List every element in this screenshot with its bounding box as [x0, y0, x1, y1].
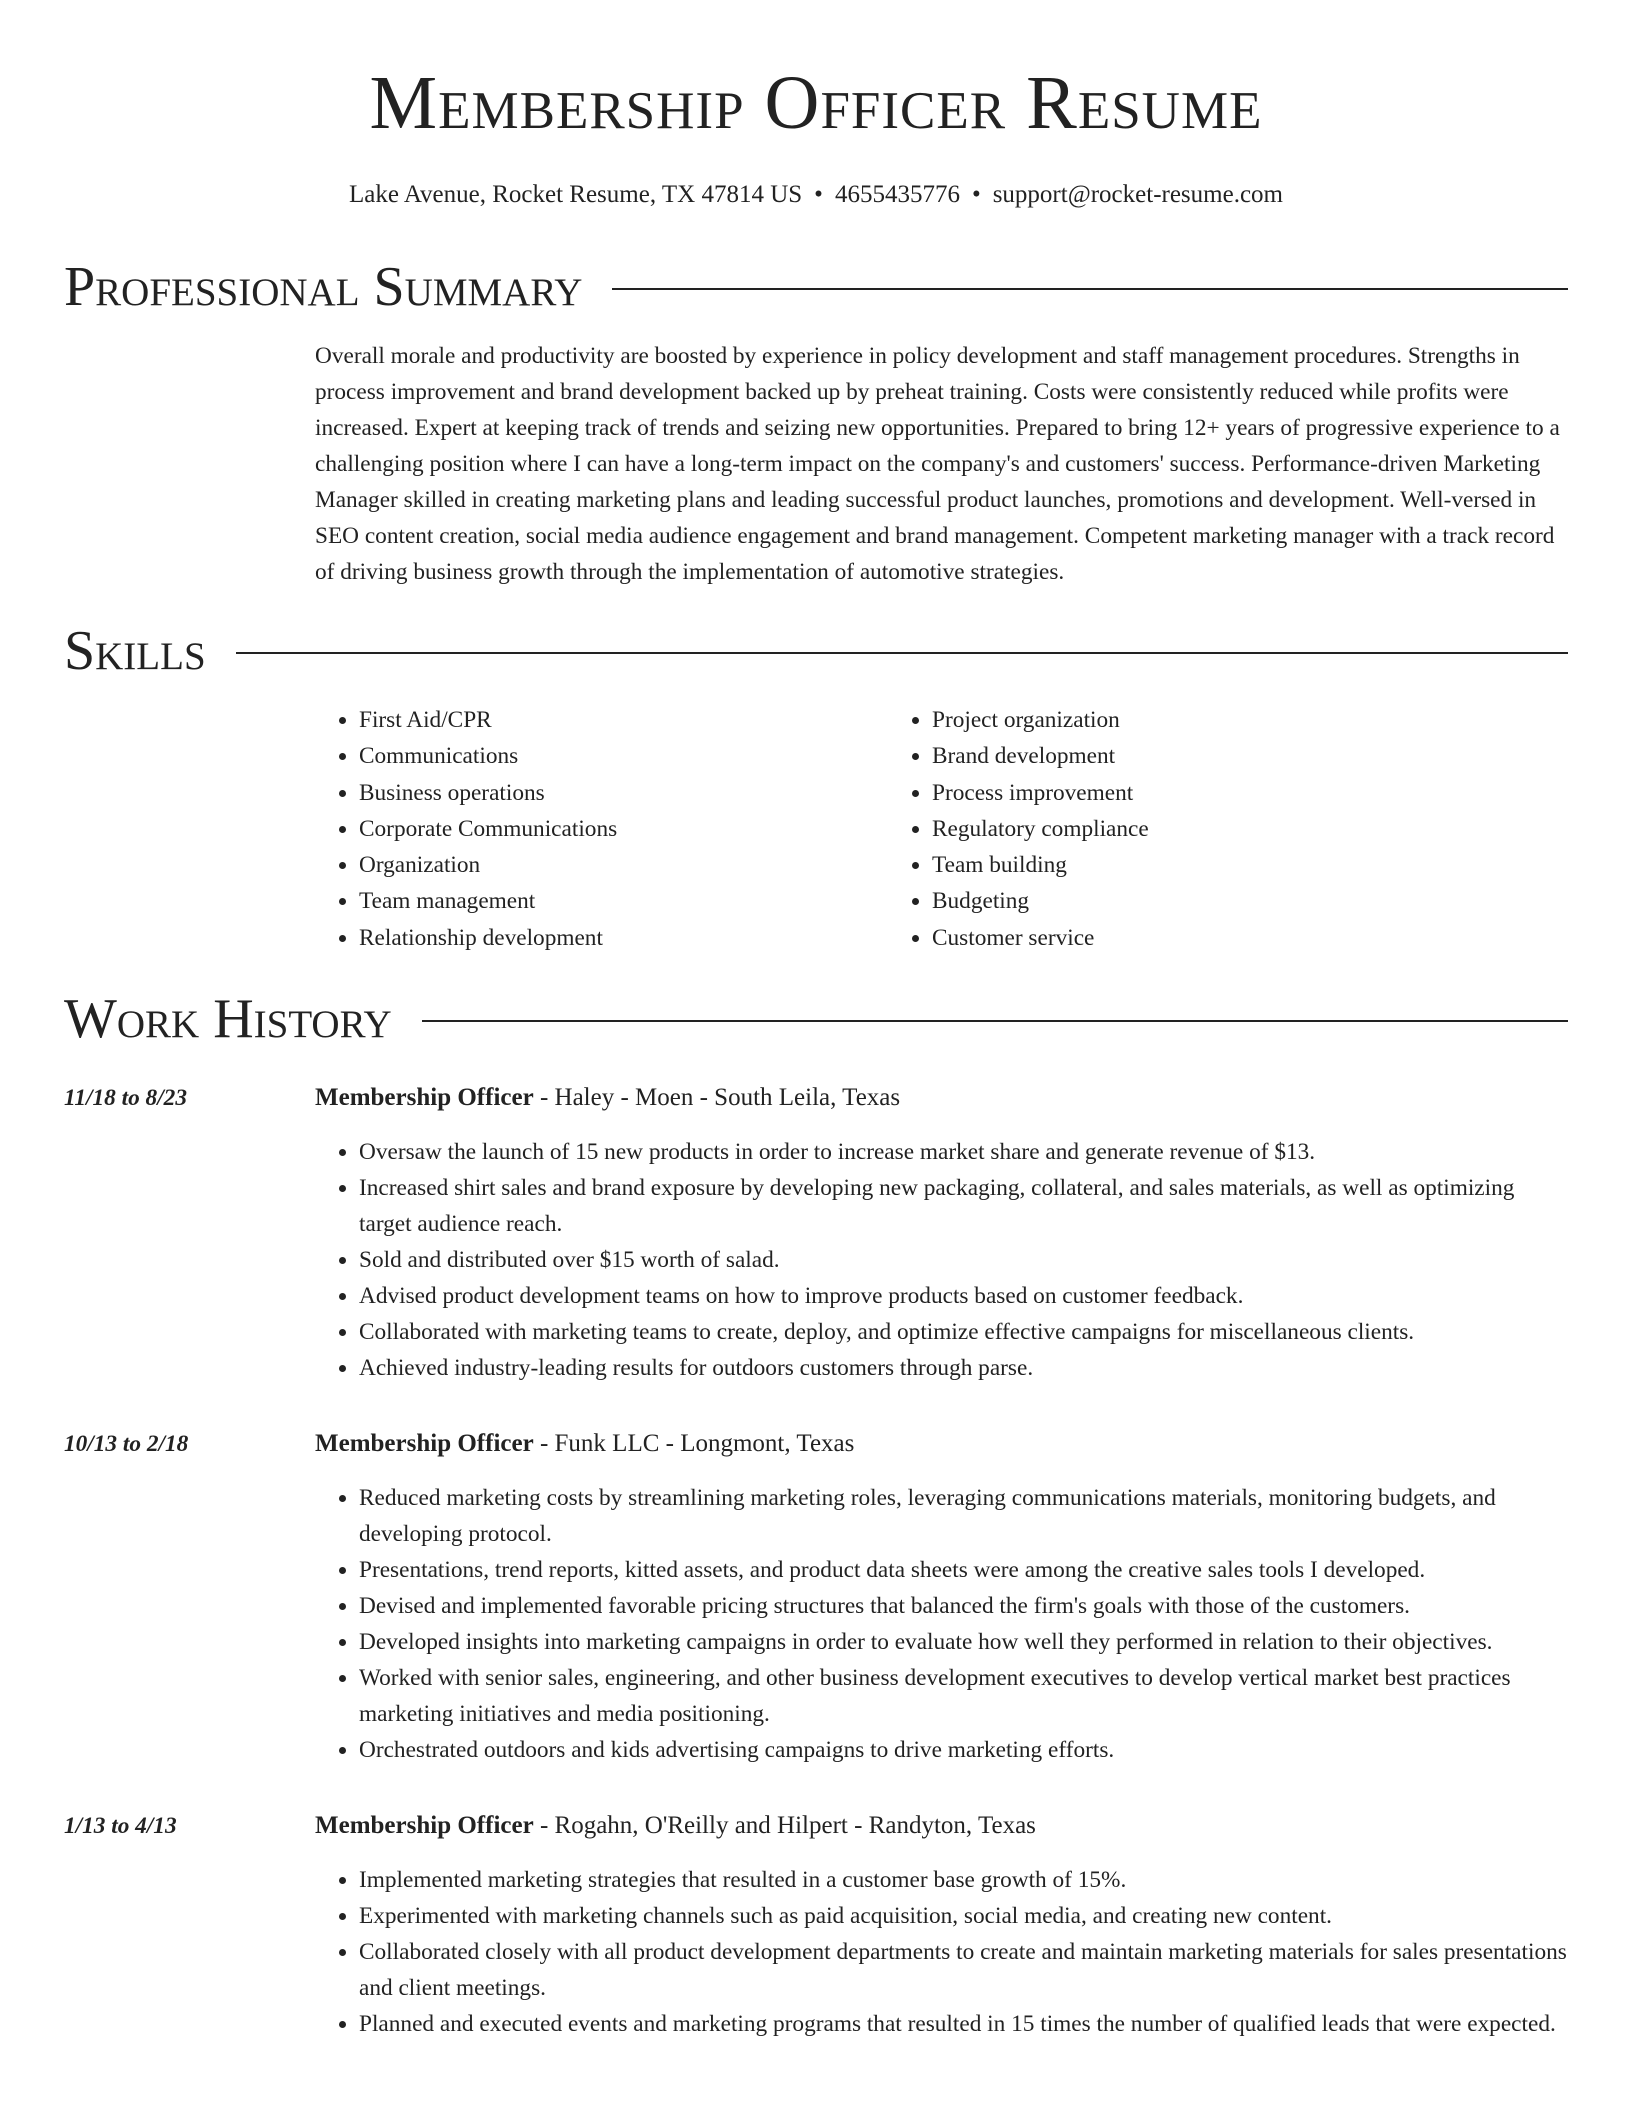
- skills-column-left: [315, 702, 888, 956]
- job-header: [315, 1426, 1568, 1462]
- skill-item: • Project organization: [932, 702, 1461, 738]
- resume-page: [64, 0, 1568, 2042]
- section-divider: [612, 288, 1568, 290]
- section-divider: [422, 1020, 1568, 1022]
- job-header: [315, 1080, 1568, 1116]
- skill-item: • First Aid/CPR: [359, 702, 888, 738]
- job-bullet: • Advised product development teams on how to improve products based on customer feedback.: [359, 1278, 1568, 1314]
- job-bullet: • Developed insights into marketing campaigns in order to evaluate how well they performed in relation to their objectives.: [359, 1624, 1568, 1660]
- job-entry: [64, 1080, 1568, 1386]
- job-bullet: • Implemented marketing strategies that resulted in a customer base growth of 15%.: [359, 1862, 1568, 1898]
- skill-item: • Corporate Communications: [359, 811, 888, 847]
- job-bullet: • Sold and distributed over $15 worth of salad.: [359, 1242, 1568, 1278]
- job-bullet: • Planned and executed events and marketing programs that resulted in 15 times the number of qualified leads that were expected.: [359, 2006, 1568, 2042]
- job-bullet: • Oversaw the launch of 15 new products in order to increase market share and generate revenue of $13.: [359, 1134, 1568, 1170]
- job-dates: 1/13 to 4/13: [64, 1813, 177, 1840]
- skill-item: • Communications: [359, 738, 888, 774]
- job-bullet: • Collaborated closely with all product development departments to create and maintain marketing materials for sales presentations and client meetings.: [359, 1934, 1568, 2006]
- skills-heading: Skills: [64, 620, 206, 682]
- job-bullet: • Worked with senior sales, engineering, and other business development executives to develop vertical market best practices marketing initiatives and media positioning.: [359, 1660, 1568, 1732]
- job-bullet: • Collaborated with marketing teams to create, deploy, and optimize effective campaigns for miscellaneous clients.: [359, 1314, 1568, 1350]
- skill-item: • Customer service: [932, 920, 1461, 956]
- separator-dot: •: [971, 181, 981, 208]
- contact-email: support@rocket-resume.com: [992, 181, 1283, 208]
- skill-item: • Process improvement: [932, 775, 1461, 811]
- job-bullet: • Orchestrated outdoors and kids advertising campaigns to drive marketing efforts.: [359, 1732, 1568, 1768]
- skills-section-header: [64, 618, 1568, 684]
- job-company: - Rogahn, O'Reilly and Hilpert - Randyton, Texas: [533, 1812, 1036, 1840]
- job-bullets: [315, 1480, 1568, 1768]
- job-role: Membership Officer: [315, 1430, 534, 1458]
- job-bullet: • Increased shirt sales and brand exposure by developing new packaging, collateral, and sales materials, as well as optimizing target audience reach.: [359, 1170, 1568, 1242]
- job-bullets: [315, 1134, 1568, 1386]
- job-entry: [64, 1808, 1568, 2042]
- separator-dot: •: [814, 181, 823, 208]
- skills-column-right: [888, 702, 1461, 956]
- skill-item: • Team management: [359, 883, 888, 919]
- skill-item: • Team building: [932, 847, 1461, 883]
- skills-list: [315, 702, 1568, 956]
- job-bullet: • Presentations, trend reports, kitted assets, and product data sheets were among the creative sales tools I developed.: [359, 1552, 1568, 1588]
- skill-item: • Brand development: [932, 738, 1461, 774]
- job-company: - Funk LLC - Longmont, Texas: [533, 1430, 855, 1458]
- summary-heading: Professional Summary: [64, 256, 583, 318]
- contact-phone: 4655435776: [834, 181, 960, 208]
- skill-item: • Budgeting: [932, 883, 1461, 919]
- skill-item: • Regulatory compliance: [932, 811, 1461, 847]
- job-dates: 11/18 to 8/23: [64, 1085, 187, 1112]
- skill-item: • Relationship development: [359, 920, 888, 956]
- skill-item: • Organization: [359, 847, 888, 883]
- job-header: [315, 1808, 1568, 1844]
- job-bullet: • Experimented with marketing channels such as paid acquisition, social media, and creating new content.: [359, 1898, 1568, 1934]
- job-role: Membership Officer: [315, 1084, 534, 1112]
- job-dates: 10/13 to 2/18: [64, 1431, 189, 1458]
- job-bullets: [315, 1862, 1568, 2042]
- work-heading: Work History: [64, 988, 392, 1051]
- contact-address: Lake Avenue, Rocket Resume, TX 47814 US: [349, 181, 803, 208]
- work-section-header: [64, 986, 1568, 1052]
- job-bullet: • Devised and implemented favorable pricing structures that balanced the firm's goals with those of the customers.: [359, 1588, 1568, 1624]
- contact-line: [64, 180, 1568, 210]
- summary-text: Overall morale and productivity are boosted by experience in policy development and staff management procedures. Strengths in process improvement and brand development backed up by preheat training. Costs were consistently reduced while profits were increased. Expert at keeping track of trends and seizing new opportunities. Prepared to bring 12+ years of progressive experience to a challenging position where I can have a long-term impact on the company's and customers' success. Performance-driven Marketing Manager skilled in creating marketing plans and leading successful product launches, promotions and development. Well-versed in SEO content creation, social media audience engagement and brand management. Competent marketing manager with a track record of driving business growth through the implementation of automotive strategies.: [315, 343, 1560, 585]
- job-bullet: • Reduced marketing costs by streamlining marketing roles, leveraging communications materials, monitoring budgets, and developing protocol.: [359, 1480, 1568, 1552]
- job-entry: [64, 1426, 1568, 1768]
- skill-item: • Business operations: [359, 775, 888, 811]
- section-divider: [236, 652, 1568, 654]
- summary-section-header: [64, 254, 1568, 320]
- job-company: - Haley - Moen - South Leila, Texas: [533, 1084, 901, 1112]
- job-bullet: • Achieved industry-leading results for outdoors customers through parse.: [359, 1350, 1568, 1386]
- resume-title: Membership Officer Resume: [369, 61, 1263, 145]
- job-role: Membership Officer: [315, 1812, 534, 1840]
